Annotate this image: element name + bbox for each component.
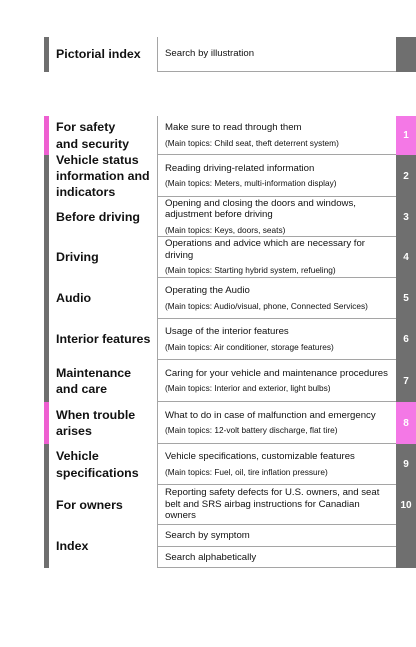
description-topics: (Main topics: Audio/visual, phone, Connected Services): [165, 300, 368, 311]
section-tab[interactable]: 3: [396, 197, 416, 237]
section-title: For owners: [56, 497, 123, 512]
section-tab[interactable]: 1: [396, 116, 416, 155]
section-row-5[interactable]: [0, 278, 416, 319]
section-description: [157, 402, 396, 444]
section-title: Pictorial index: [56, 47, 141, 62]
description-main: Operating the Audio: [165, 285, 250, 297]
section-title: Maintenance and care: [56, 365, 132, 396]
section-tab[interactable]: 9: [396, 444, 416, 485]
section-description: [157, 37, 396, 72]
section-description: [157, 116, 396, 155]
section-description: [157, 197, 396, 237]
section-tab[interactable]: 7: [396, 360, 416, 402]
section-description: [157, 444, 396, 485]
section-row-7[interactable]: [0, 360, 416, 402]
section-title: Audio: [56, 291, 92, 306]
description-main: Make sure to read through them: [165, 122, 302, 134]
section-description: [157, 360, 396, 402]
section-row-6[interactable]: [0, 319, 416, 360]
section-row-2[interactable]: [0, 152, 416, 200]
section-bar: [44, 278, 49, 319]
description-main: Caring for your vehicle and maintenance procedures: [165, 367, 388, 379]
section-bar: [44, 197, 49, 237]
section-row-1[interactable]: [0, 116, 416, 155]
section-description: [157, 319, 396, 360]
section-bar: [44, 237, 49, 278]
section-tab[interactable]: 4: [396, 237, 416, 278]
description-topics: (Main topics: 12-volt battery discharge, flat tire): [165, 425, 338, 436]
section-bar: [44, 116, 49, 155]
section-row-8[interactable]: [0, 402, 416, 444]
section-title: Vehicle status information and indicators: [56, 152, 150, 200]
description-topics: (Main topics: Starting hybrid system, refueling): [165, 265, 336, 276]
description-topics: (Main topics: Fuel, oil, tire inflation pressure): [165, 466, 328, 477]
section-bar: [44, 402, 49, 444]
section-bar: [44, 444, 49, 485]
section-description: [157, 485, 396, 525]
section-description: [157, 525, 396, 568]
section-title: Interior features: [56, 332, 151, 347]
description-main: Opening and closing the doors and windows, adjustment before driving: [165, 197, 356, 221]
section-row-3[interactable]: [0, 197, 416, 237]
description-topics: (Main topics: Child seat, theft deterrent system): [165, 137, 339, 148]
description-main: Reading driving-related information: [165, 162, 315, 174]
section-title: Vehicle specifications: [56, 449, 139, 480]
section-bar: [44, 319, 49, 360]
section-bar: [44, 485, 49, 525]
description-main: Search by illustration: [165, 48, 255, 60]
section-tab[interactable]: 8: [396, 402, 416, 444]
section-tab[interactable]: 10: [396, 485, 416, 525]
description-topics: (Main topics: Interior and exterior, light bulbs): [165, 383, 331, 394]
pictorial-index-row[interactable]: [0, 37, 416, 72]
section-title: For safety and security: [56, 120, 129, 151]
section-tab[interactable]: [396, 37, 416, 72]
section-description: [157, 155, 396, 197]
section-title: Index: [56, 539, 89, 554]
description-main: Vehicle specifications, customizable features: [165, 451, 355, 463]
section-tab[interactable]: 2: [396, 155, 416, 197]
section-bar: [44, 360, 49, 402]
section-row-4[interactable]: [0, 237, 416, 278]
section-title: Driving: [56, 250, 99, 265]
section-description: [157, 237, 396, 278]
index-row[interactable]: [0, 525, 416, 568]
section-row-9[interactable]: [0, 444, 416, 485]
description-main: Reporting safety defects for U.S. owners, and seat belt and SRS airbag instructions for Canadian owners: [165, 487, 380, 522]
index-search-alphabetically[interactable]: Search alphabetically: [158, 546, 396, 567]
description-topics: (Main topics: Meters, multi-information display): [165, 178, 337, 189]
section-title: Before driving: [56, 209, 140, 224]
section-tab[interactable]: [396, 525, 416, 568]
section-bar: [44, 37, 49, 72]
section-row-10[interactable]: [0, 485, 416, 525]
section-bar: [44, 525, 49, 568]
section-bar: [44, 155, 49, 197]
description-topics: (Main topics: Keys, doors, seats): [165, 224, 286, 235]
index-search-by-symptom[interactable]: Search by symptom: [165, 530, 250, 541]
section-tab[interactable]: 5: [396, 278, 416, 319]
section-description: [157, 278, 396, 319]
description-main: Usage of the interior features: [165, 326, 289, 338]
section-title: When trouble arises: [56, 407, 136, 438]
description-main: What to do in case of malfunction and emergency: [165, 409, 376, 421]
description-topics: (Main topics: Air conditioner, storage features): [165, 341, 334, 352]
description-main: Operations and advice which are necessary for driving: [165, 238, 365, 261]
section-tab[interactable]: 6: [396, 319, 416, 360]
